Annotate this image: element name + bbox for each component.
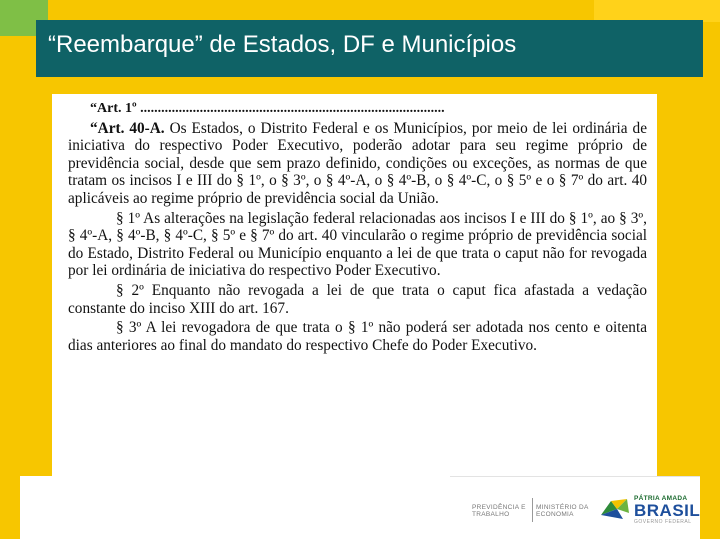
art40a-text: Os Estados, o Distrito Federal e os Municípios, por meio de lei ordinária de iniciativa do respectivo Poder Executivo, poderão adotar para seu regime próprio de previdência social, desde que sem prazo definido, condições ou exceções, as normas de que tratam os incisos I e III do § 1º, o § 3º, o § 4º-A, o § 4º-B, o § 4º-C, o § 5º e o § 7º do art. 40 aplicáveis ao regime próprio de previdência social da União. [68,119,647,207]
ministry-logo-left [472,504,526,518]
left-frame-stripe-bottom [0,458,20,539]
paragraph-3: § 3º A lei revogadora de que trata o § 1º não poderá ser adotada nos cento e oitenta dias anteriores ao final do mandato do respectivo Chefe do Poder Executivo. [68,319,647,354]
title-bar [36,20,703,77]
logo-mid-line2: ECONOMIA [536,511,574,518]
slide-title: “Reembarque” de Estados, DF e Municípios [48,31,517,58]
logo-left-line2: TRABALHO [472,511,510,518]
art40a-paragraph [68,120,647,208]
legal-text-excerpt [52,94,657,476]
right-frame-stripe-bottom [700,476,720,539]
brasil-text: BRASIL [634,501,701,520]
patria-amada-text: PÁTRIA AMADA [634,495,688,502]
brasil-flag-icon [597,495,633,523]
footer-divider [450,476,720,477]
paragraph-1: § 1º As alterações na legislação federal relacionadas aos incisos I e III do § 1º, ao § 3º, § 4º-A, § 4º-B, § 4º-C, § 5º e § 7º do art. 40 vincularão o regime próprio de previdência social do Estado, Distrito Federal ou Município enquanto a lei de que trata o caput não for revogada por lei ordinária de iniciativa do respectivo Poder Executivo. [68,209,647,280]
governo-federal-text: GOVERNO FEDERAL [634,519,692,525]
paragraph-2: § 2º Enquanto não revogada a lei de que trata o caput fica afastada a vedação constante do inciso XIII do art. 167. [68,281,647,317]
logo-mid-line1: MINISTÉRIO DA [536,504,589,511]
logo-separator [532,498,533,522]
corner-accent-right [594,0,720,22]
logo-left-line1: PREVIDÊNCIA E [472,504,526,511]
ministry-logo-economia [536,504,589,518]
footer [20,476,720,539]
right-frame-stripe [657,94,720,476]
left-frame-stripe [0,94,52,489]
art1-heading: “Art. 1º ....................................................................................... [90,101,445,116]
art40a-label: “Art. 40-A. [90,119,165,137]
